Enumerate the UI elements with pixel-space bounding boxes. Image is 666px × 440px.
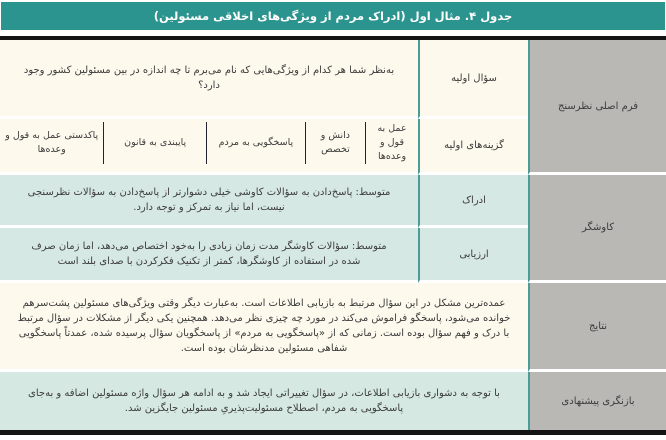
results-cell: عمده‌ترین مشکل در این سؤال مرتبط به بازیابی اطلاعات است. به‌عبارت دیگر وقتی ویژگی‌های مسئولین پشت‌سرهم خوانده می‌شود، پاسخگو فراموش می‌کند در مورد چه چیزی نظر می‌دهد. همچنین یکی دیگر از مشکلات در سؤال مرتبط با درک و فهم سؤال بوده است. زمانی که از «پاسخگویی به مردم» از پاسخگویان سؤال پرسیده شده، عمدتاً پاسخگویی شفاهی مسئولین مدنظرشان بوده است. xyxy=(0,283,528,372)
group-label-prober: کاوشگر xyxy=(528,175,666,283)
row-label-perception: ادراک xyxy=(418,175,528,228)
row-label-evaluation: ارزیابی xyxy=(418,228,528,283)
revision-cell: با توجه به دشواری بازیابی اطلاعات، در سؤال تغییراتی ایجاد شد و به ادامه هر سؤال واژه مسئولین اضافه و به‌جای پاسخگویی به مردم، اصطلاح مسئولیت‌پذیریِ مسئولین جایگزین شد. xyxy=(0,372,528,430)
row-label-initial-question: سؤال اولیه xyxy=(418,40,528,119)
option-item: پاسخگویی به مردم xyxy=(206,122,305,164)
group-label-proposed-revision: بازنگری پیشنهادی xyxy=(528,372,666,430)
perception-cell: متوسط: پاسخ‌دادن به سؤالات کاوشی خیلی دشوارتر از پاسخ‌دادن به سؤالات نظرسنجی نیست، اما نیاز به تمرکز و توجه دارد. xyxy=(0,175,418,228)
table xyxy=(0,36,666,435)
option-item: پاکدستی عمل به قول و وعده‌ها xyxy=(5,130,99,155)
table-figure xyxy=(0,2,666,435)
evaluation-cell: متوسط: سؤالات کاوشگر مدت زمان زیادی را به‌خود اختصاص می‌دهد، اما زمان صرف شده در استفاده از کاوشگرها، کمتر از تکنیک فکرکردن با صدای بلند است xyxy=(0,228,418,283)
table-caption: جدول ۴. مثال اول (ادراک مردم از ویژگی‌های اخلاقی مسئولین) xyxy=(1,2,665,30)
table-grid xyxy=(0,40,666,430)
row-label-initial-options: گزینه‌های اولیه xyxy=(418,119,528,175)
initial-options-cell xyxy=(0,119,418,175)
options-strip xyxy=(0,119,418,172)
option-item: دانش و تخصص xyxy=(305,122,365,164)
option-item: پایبندی به قانون xyxy=(103,122,206,164)
group-label-results: نتایج xyxy=(528,283,666,372)
group-label-main-survey-form: فرم اصلی نظرسنج xyxy=(528,40,666,175)
option-item: عمل به قول و وعده‌ها xyxy=(365,122,418,164)
initial-question-cell: به‌نظر شما هر کدام از ویژگی‌هایی که نام می‌برم تا چه اندازه در بین مسئولین کشور وجود دارد؟ xyxy=(0,40,418,119)
